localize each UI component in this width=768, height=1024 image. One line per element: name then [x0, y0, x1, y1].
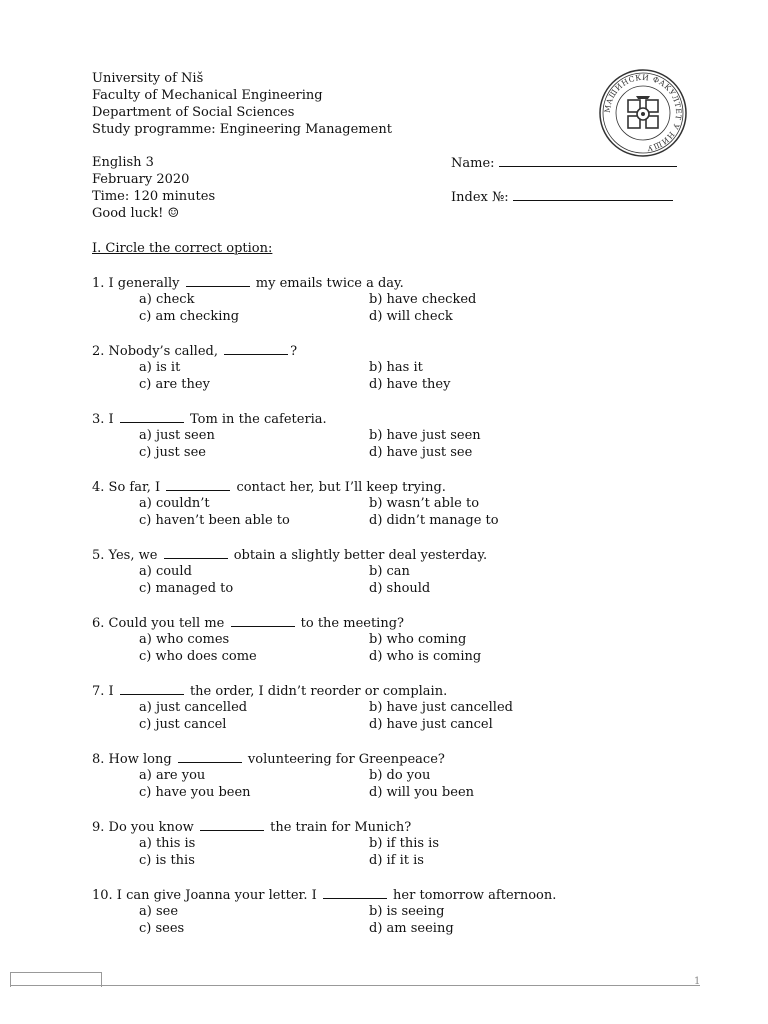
option-a[interactable]: a) this is [139, 836, 196, 851]
institution-header [92, 70, 392, 138]
option-d[interactable]: d) will check [369, 309, 453, 324]
option-c[interactable]: c) sees [139, 921, 185, 936]
question-stem [92, 750, 712, 767]
option-c[interactable]: c) am checking [139, 309, 240, 324]
question-text-before: 8. How long [92, 752, 172, 767]
option-c[interactable]: c) are they [139, 377, 210, 392]
name-label: Name: [451, 156, 495, 171]
question-stem [92, 886, 712, 903]
faculty-name: Faculty of Mechanical Engineering [92, 88, 323, 103]
index-blank-line[interactable] [513, 188, 673, 201]
question-text-after: the train for Munich? [270, 820, 412, 835]
question-item [92, 886, 712, 954]
option-b[interactable]: b) can [369, 564, 410, 579]
seal-text: МАШИНСКИ ФАКУЛТЕТ У НИШУ [602, 72, 684, 153]
option-b[interactable]: b) have checked [369, 292, 477, 307]
question-item [92, 478, 712, 546]
study-programme: Study programme: Engineering Management [92, 122, 392, 137]
name-field[interactable] [451, 154, 677, 171]
question-text-before: 9. Do you know [92, 820, 194, 835]
answer-blank[interactable] [120, 410, 184, 423]
option-b[interactable]: b) has it [369, 360, 423, 375]
question-stem [92, 342, 712, 359]
option-d[interactable]: d) am seeing [369, 921, 454, 936]
university-name: University of Niš [92, 71, 204, 86]
good-luck-text: Good luck! ☺ [92, 206, 180, 221]
question-text-after: my emails twice a day. [255, 276, 404, 291]
option-b[interactable]: b) wasn’t able to [369, 496, 480, 511]
question-stem [92, 614, 712, 631]
option-c[interactable]: c) haven’t been able to [139, 513, 290, 528]
question-text-before: 10. I can give Joanna your letter. I [92, 888, 317, 903]
question-text-before: 6. Could you tell me [92, 616, 225, 631]
option-a[interactable]: a) is it [139, 360, 181, 375]
answer-blank[interactable] [200, 818, 264, 831]
page-number: 1 [694, 976, 701, 987]
option-a[interactable]: a) who comes [139, 632, 230, 647]
exam-date: February 2020 [92, 172, 190, 187]
question-item [92, 342, 712, 410]
question-text-after: her tomorrow afternoon. [393, 888, 557, 903]
option-c[interactable]: c) is this [139, 853, 195, 868]
question-item [92, 750, 712, 818]
question-item [92, 682, 712, 750]
question-text-after: ? [290, 344, 298, 359]
question-stem [92, 546, 712, 563]
question-item [92, 546, 712, 614]
question-text-after: obtain a slightly better deal yesterday. [233, 548, 488, 563]
question-text-after: contact her, but I’ll keep trying. [236, 480, 446, 495]
course-title: English 3 [92, 155, 154, 170]
option-c[interactable]: c) have you been [139, 785, 251, 800]
option-b[interactable]: b) have just seen [369, 428, 481, 443]
question-item [92, 410, 712, 478]
section-instruction: I. Circle the correct option: [92, 241, 273, 256]
option-b[interactable]: b) is seeing [369, 904, 445, 919]
exam-info [92, 154, 215, 222]
question-text-before: 7. I [92, 684, 114, 699]
option-c[interactable]: c) just cancel [139, 717, 227, 732]
question-list [92, 274, 712, 954]
question-text-before: 4. So far, I [92, 480, 161, 495]
option-c[interactable]: c) who does come [139, 649, 257, 664]
question-item [92, 274, 712, 342]
question-item [92, 818, 712, 886]
question-text-after: Tom in the cafeteria. [189, 412, 327, 427]
option-d[interactable]: d) if it is [369, 853, 424, 868]
question-text-before: 3. I [92, 412, 114, 427]
option-c[interactable]: c) managed to [139, 581, 234, 596]
name-blank-line[interactable] [499, 154, 677, 167]
answer-blank[interactable] [186, 274, 250, 287]
option-d[interactable]: d) didn’t manage to [369, 513, 499, 528]
answer-blank[interactable] [224, 342, 288, 355]
answer-blank[interactable] [323, 886, 387, 899]
answer-blank[interactable] [166, 478, 230, 491]
question-text-before: 2. Nobody’s called, [92, 344, 218, 359]
department-name: Department of Social Sciences [92, 105, 295, 120]
option-a[interactable]: a) could [139, 564, 192, 579]
option-d[interactable]: d) who is coming [369, 649, 482, 664]
question-stem [92, 682, 712, 699]
answer-blank[interactable] [231, 614, 295, 627]
answer-blank[interactable] [120, 682, 184, 695]
option-d[interactable]: d) have they [369, 377, 451, 392]
option-b[interactable]: b) if this is [369, 836, 440, 851]
question-text-after: volunteering for Greenpeace? [247, 752, 445, 767]
option-b[interactable]: b) do you [369, 768, 431, 783]
option-a[interactable]: a) see [139, 904, 179, 919]
index-field[interactable] [451, 188, 677, 205]
question-text-after: to the meeting? [300, 616, 405, 631]
option-a[interactable]: a) just seen [139, 428, 215, 443]
index-label: Index №: [451, 190, 509, 205]
student-fields [451, 154, 677, 205]
option-a[interactable]: a) are you [139, 768, 206, 783]
option-d[interactable]: d) should [369, 581, 431, 596]
option-a[interactable]: a) just cancelled [139, 700, 248, 715]
option-d[interactable]: d) have just cancel [369, 717, 493, 732]
question-text-before: 1. I generally [92, 276, 180, 291]
option-a[interactable]: a) couldn’t [139, 496, 210, 511]
option-a[interactable]: a) check [139, 292, 195, 307]
option-b[interactable]: b) have just cancelled [369, 700, 513, 715]
question-stem [92, 274, 712, 291]
exam-time: Time: 120 minutes [92, 189, 216, 204]
question-stem [92, 478, 712, 495]
faculty-seal-logo [598, 68, 688, 158]
question-item [92, 614, 712, 682]
option-d[interactable]: d) will you been [369, 785, 475, 800]
question-text-before: 5. Yes, we [92, 548, 158, 563]
footer-divider [10, 985, 700, 986]
question-stem [92, 410, 712, 427]
answer-blank[interactable] [164, 546, 228, 559]
question-text-after: the order, I didn’t reorder or complain. [189, 684, 448, 699]
option-b[interactable]: b) who coming [369, 632, 467, 647]
option-c[interactable]: c) just see [139, 445, 206, 460]
option-d[interactable]: d) have just see [369, 445, 473, 460]
question-stem [92, 818, 712, 835]
answer-blank[interactable] [178, 750, 242, 763]
